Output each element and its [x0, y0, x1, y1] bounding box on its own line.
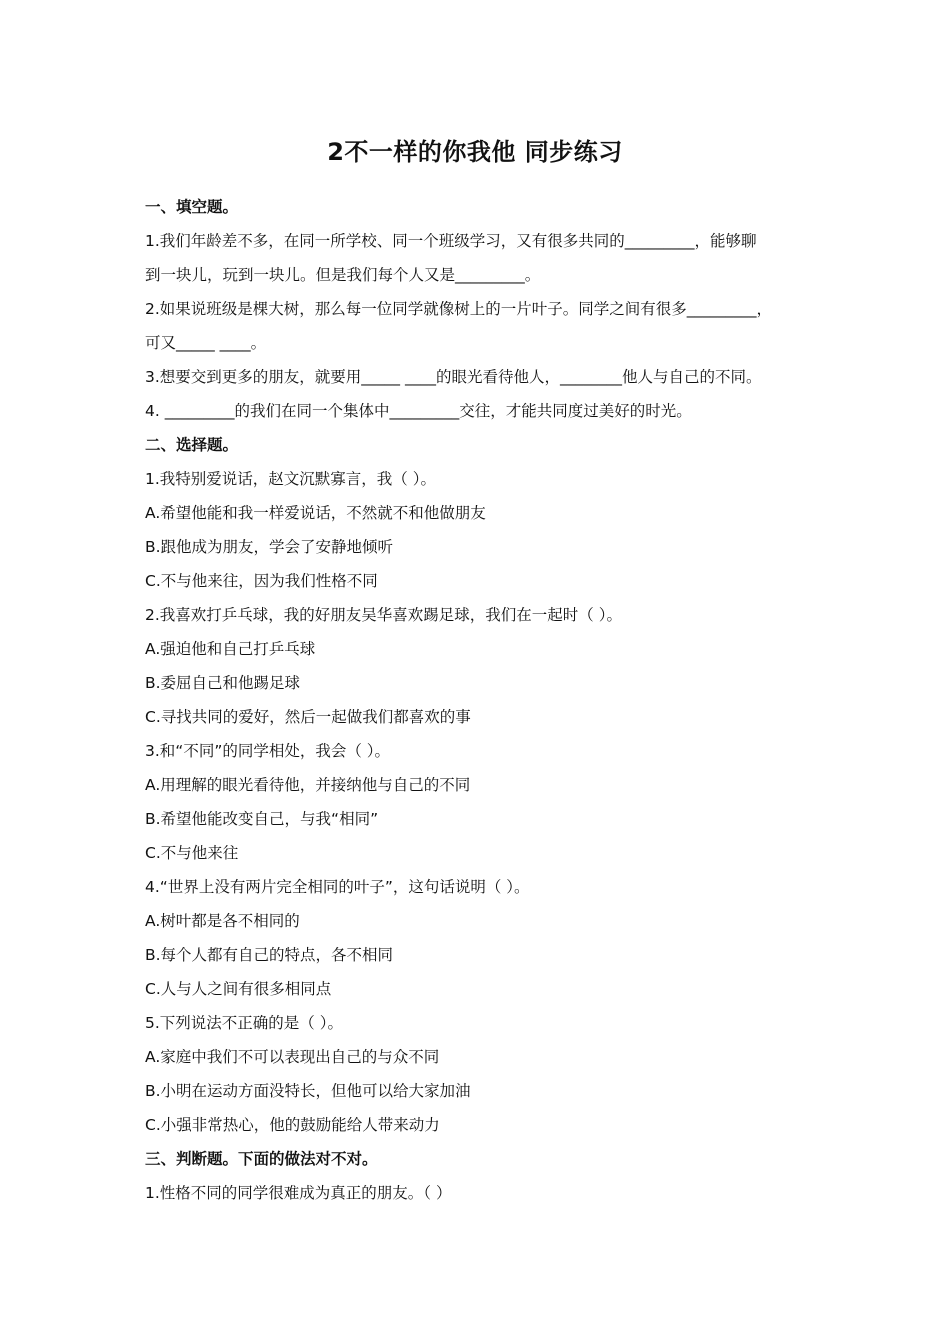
- question-line: 2.我喜欢打乒乓球，我的好朋友吴华喜欢踢足球，我们在一起时（ ）。: [145, 606, 622, 624]
- question-line: C.寻找共同的爱好，然后一起做我们都喜欢的事: [145, 708, 471, 726]
- question-line: B.小明在运动方面没特长，但他可以给大家加油: [145, 1082, 471, 1100]
- question-line: B.每个人都有自己的特点，各不相同: [145, 946, 394, 964]
- question-line: 1.性格不同的同学很难成为真正的朋友。（ ）: [145, 1184, 452, 1202]
- question-line: A.强迫他和自己打乒乓球: [145, 640, 316, 658]
- question-line: 可又_____ ____。: [145, 334, 267, 352]
- question-line: B.希望他能改变自己，与我“相同”: [145, 810, 379, 828]
- question-line: 5.下列说法不正确的是（ ）。: [145, 1014, 343, 1032]
- question-line: A.树叶都是各不相同的: [145, 912, 300, 930]
- question-line: B.委屈自己和他踢足球: [145, 674, 301, 692]
- question-line: 1.我特别爱说话，赵文沉默寡言，我（ ）。: [145, 470, 436, 488]
- question-line: 4. _________的我们在同一个集体中_________交往，才能共同度过美好的时光。: [145, 402, 692, 420]
- question-line: C.不与他来往: [145, 844, 239, 862]
- document-body: [145, 190, 815, 1210]
- question-line: A.用理解的眼光看待他，并接纳他与自己的不同: [145, 776, 471, 794]
- document-title: 2不一样的你我他 同步练习: [327, 138, 623, 166]
- section-heading: 一、填空题。: [145, 198, 239, 216]
- question-line: 4.“世界上没有两片完全相同的叶子”，这句话说明（ ）。: [145, 878, 530, 896]
- section-heading: 三、判断题。下面的做法对不对。: [145, 1150, 378, 1168]
- question-line: C.小强非常热心，他的鼓励能给人带来动力: [145, 1116, 440, 1134]
- question-line: 3.和“不同”的同学相处，我会（ ）。: [145, 742, 391, 760]
- question-line: 2.如果说班级是棵大树，那么每一位同学就像树上的一片叶子。同学之间有很多_________，: [145, 300, 773, 318]
- section-heading: 二、选择题。: [145, 436, 239, 454]
- question-line: 1.我们年龄差不多，在同一所学校、同一个班级学习，又有很多共同的_________，能够聊: [145, 232, 757, 250]
- question-line: 3.想要交到更多的朋友，就要用_____ ____的眼光看待他人，________他人与自己的不同。: [145, 368, 762, 386]
- question-line: 到一块儿，玩到一块儿。但是我们每个人又是_________。: [145, 266, 541, 284]
- question-line: C.不与他来往，因为我们性格不同: [145, 572, 378, 590]
- question-line: C.人与人之间有很多相同点: [145, 980, 332, 998]
- question-line: A.希望他能和我一样爱说话，不然就不和他做朋友: [145, 504, 486, 522]
- question-line: A.家庭中我们不可以表现出自己的与众不同: [145, 1048, 440, 1066]
- question-line: B.跟他成为朋友，学会了安静地倾听: [145, 538, 394, 556]
